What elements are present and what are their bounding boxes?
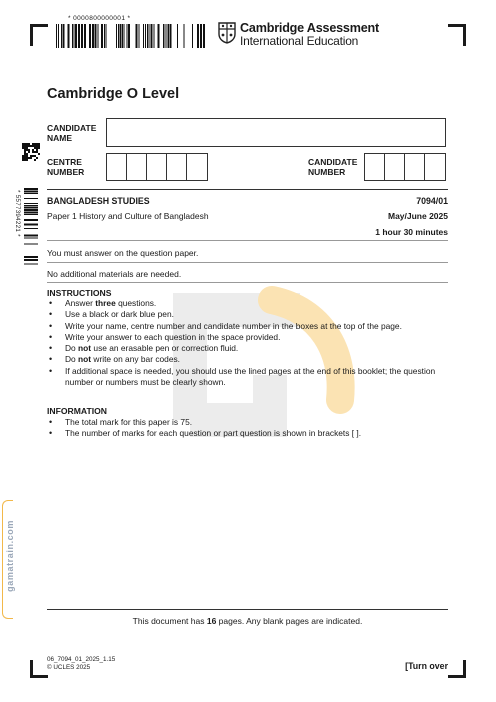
candidate-number-cell[interactable] — [404, 153, 425, 181]
document-page-count — [47, 616, 448, 626]
information-item: • The number of marks for each question or part question is shown in brackets [ ]. — [47, 428, 447, 439]
section-divider — [47, 262, 448, 263]
top-barcode — [56, 24, 206, 48]
centre-number-cell[interactable] — [146, 153, 167, 181]
information-heading: INFORMATION — [47, 406, 107, 416]
corner-mark-top-right — [448, 24, 466, 27]
centre-number-label — [47, 157, 84, 177]
instructions-heading: INSTRUCTIONS — [47, 288, 112, 298]
candidate-number-label-line: CANDIDATE — [308, 157, 358, 167]
instruction-item: • Write your answer to each question in the space provided. — [47, 332, 447, 343]
corner-mark-top-left — [30, 24, 33, 46]
candidate-number-label — [308, 157, 357, 177]
candidate-name-box[interactable] — [106, 118, 446, 147]
side-barcode-caption: * 5577394221 * — [14, 190, 21, 237]
exam-duration: 1 hour 30 minutes — [375, 227, 448, 237]
centre-number-cell[interactable] — [166, 153, 187, 181]
centre-number-label-line: CENTRE — [47, 157, 82, 167]
corner-mark-bottom-left — [30, 675, 48, 678]
materials-note: No additional materials are needed. — [47, 269, 182, 279]
side-barcode — [24, 188, 38, 270]
candidate-number-cell[interactable] — [384, 153, 405, 181]
footer-divider — [47, 609, 448, 610]
instruction-item: • Use a black or dark blue pen. — [47, 309, 447, 320]
instruction-item: • Write your name, centre number and candidate number in the boxes at the top of the page. — [47, 321, 447, 332]
exam-session: May/June 2025 — [387, 211, 448, 221]
side-watermark-text: gamatrain.com — [5, 520, 15, 592]
page-title: Cambridge O Level — [47, 86, 180, 102]
candidate-number-cell[interactable] — [424, 153, 446, 181]
corner-mark-bottom-right — [448, 675, 466, 678]
candidate-name-label — [47, 123, 96, 143]
centre-number-cell[interactable] — [186, 153, 208, 181]
copyright: © UCLES 2025 — [47, 664, 91, 671]
section-divider — [47, 282, 448, 283]
corner-mark-top-left — [30, 24, 48, 27]
candidate-number-label-line: NUMBER — [308, 167, 346, 177]
section-divider — [47, 240, 448, 241]
crest-icon — [218, 22, 236, 44]
barcode-caption: * 0000800000001 * — [68, 15, 131, 22]
instruction-item: • Answer three questions. — [47, 298, 447, 309]
instruction-item: • Do not write on any bar codes. — [47, 354, 447, 365]
paper-code: 7094/01 — [416, 196, 448, 206]
information-list — [47, 417, 447, 440]
instruction-item: • If additional space is needed, you should use the lined pages at the end of this booklet; the question number or numbers must be clearly shown. — [47, 366, 447, 389]
doc-page-number: 16 — [206, 616, 217, 626]
paper-name: Paper 1 History and Culture of Bangladesh — [47, 211, 209, 221]
answer-note: You must answer on the question paper. — [47, 248, 199, 258]
logo-line-2: International Education — [240, 34, 359, 48]
centre-number-cell[interactable] — [126, 153, 147, 181]
qr-code — [22, 143, 40, 161]
logo-line-1: Cambridge Assessment — [240, 21, 380, 35]
doc-note-text: This document has — [132, 616, 207, 626]
instruction-item: • Do not use an erasable pen or correction fluid. — [47, 343, 447, 354]
corner-mark-top-right — [463, 24, 466, 46]
information-item: • The total mark for this paper is 75. — [47, 417, 447, 428]
candidate-number-cell[interactable] — [364, 153, 385, 181]
document-reference: 06_7094_01_2025_1.15 — [47, 656, 116, 663]
candidate-name-label-line: NAME — [47, 133, 73, 143]
instructions-list — [47, 298, 447, 388]
subject-name: BANGLADESH STUDIES — [47, 196, 150, 206]
centre-number-label-line: NUMBER — [47, 167, 85, 177]
centre-number-cell[interactable] — [106, 153, 127, 181]
doc-note-text: pages. Any blank pages are indicated. — [216, 616, 363, 626]
section-divider — [47, 189, 448, 190]
candidate-name-label-line: CANDIDATE — [47, 123, 97, 133]
turn-over-label: [Turn over — [405, 661, 448, 671]
